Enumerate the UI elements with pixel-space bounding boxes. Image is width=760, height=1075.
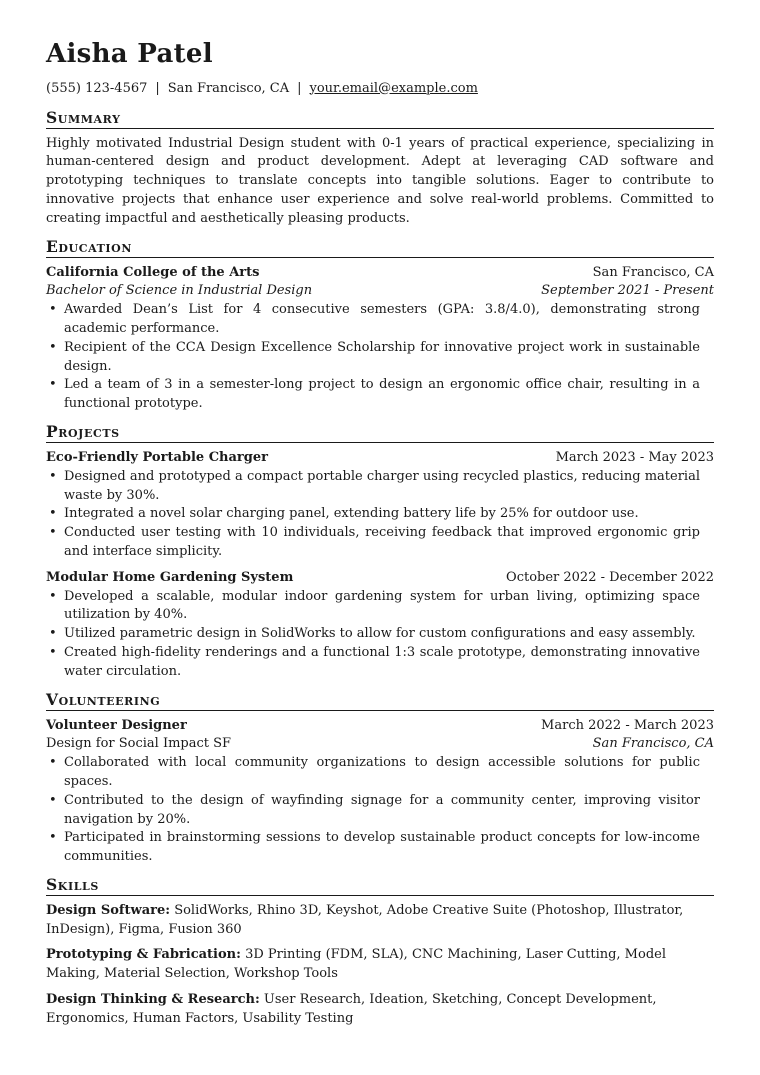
summary-section [46,108,714,229]
school-location: San Francisco, CA [592,264,714,280]
skill-label: Prototyping & Fabrication: [46,947,241,963]
list-item: • Developed a scalable, modular indoor gardening system for urban living, optimizing space utilization by 40%. [46,588,714,626]
skill-value: User Research, Ideation, Sketching, Concept Development, Ergonomics, Human Factors, Usability Testing [46,992,657,1026]
section-title-projects: Projects [46,422,714,443]
volunteer-location: San Francisco, CA [592,736,714,752]
list-item: • Collaborated with local community organizations to design accessible solutions for public spaces. [46,754,714,792]
section-title-education: Education [46,237,714,258]
list-item: • Led a team of 3 in a semester-long project to design an ergonomic office chair, resulting in a functional prototype. [46,376,714,414]
skill-label: Design Thinking & Research: [46,992,260,1008]
skills-section [46,875,714,1029]
volunteer-role: Volunteer Designer [46,717,187,733]
contact-line [46,80,714,98]
project-bullets [46,588,714,682]
section-title-volunteering: Volunteering [46,690,714,711]
skill-value: SolidWorks, Rhino 3D, Keyshot, Adobe Creative Suite (Photoshop, Illustrator, InDesign), Figma, Fusion 360 [46,902,684,937]
contact-separator: | [155,80,160,96]
list-item: • Integrated a novel solar charging panel, extending battery life by 25% for outdoor use. [46,505,714,524]
projects-section [46,422,714,682]
volunteer-bullets [46,754,714,867]
contact-separator: | [297,80,302,96]
project-name: Modular Home Gardening System [46,569,294,585]
volunteer-dates: March 2022 - March 2023 [541,717,714,733]
skill-value: 3D Printing (FDM, SLA), CNC Machining, Laser Cutting, Model Making, Material Selection, Workshop Tools [46,947,666,982]
education-bullets [46,301,714,414]
list-item: • Utilized parametric design in SolidWorks to allow for custom configurations and easy assembly. [46,625,714,644]
volunteering-section [46,690,714,867]
education-section [46,237,714,414]
location: San Francisco, CA [167,80,290,96]
section-title-summary: Summary [46,108,714,129]
project-dates: March 2023 - May 2023 [555,449,714,465]
education-dates: September 2021 - Present [541,283,714,299]
skill-line [46,946,714,984]
list-item: • Recipient of the CCA Design Excellence Scholarship for innovative project work in sustainable design. [46,339,714,377]
summary-text: Highly motivated Industrial Design student with 0-1 years of practical experience, specializing in human-centered design and product development. Adept at leveraging CAD software and prototyping techniques to translate concepts into tangible solutions. Eager to contribute to innovative projects that enhance user experience and solve real-world problems. Committed to creating impactful and aesthetically pleasing products. [46,135,714,226]
school-name: California College of the Arts [46,264,260,280]
project-dates: October 2022 - December 2022 [506,569,714,585]
candidate-name: Aisha Patel [46,39,213,69]
education-degree-row [46,282,714,301]
project-name: Eco-Friendly Portable Charger [46,449,268,465]
project-entry [46,569,714,682]
project-header-row [46,449,714,468]
education-header-row [46,264,714,283]
list-item: • Conducted user testing with 10 individuals, receiving feedback that improved ergonomic grip and interface simplicity. [46,524,714,562]
degree: Bachelor of Science in Industrial Design [46,283,313,299]
volunteer-org: Design for Social Impact SF [46,736,232,752]
volunteer-header-row [46,717,714,736]
project-header-row [46,569,714,588]
project-bullets [46,468,714,562]
email-link[interactable]: your.email@example.com [309,80,478,96]
list-item: • Created high-fidelity renderings and a functional 1:3 scale prototype, demonstrating innovative water circulation. [46,644,714,682]
list-item: • Awarded Dean’s List for 4 consecutive semesters (GPA: 3.8/4.0), demonstrating strong academic performance. [46,301,714,339]
list-item: • Designed and prototyped a compact portable charger using recycled plastics, reducing material waste by 30%. [46,468,714,506]
phone-number: (555) 123-4567 [46,80,148,96]
project-entry [46,449,714,562]
skill-line [46,902,714,940]
volunteer-org-row [46,735,714,754]
list-item: • Contributed to the design of wayfinding signage for a community center, improving visitor navigation by 20%. [46,792,714,830]
section-title-skills: Skills [46,875,714,896]
list-item: • Participated in brainstorming sessions to develop sustainable product concepts for low-income communities. [46,829,714,867]
skill-line [46,991,714,1029]
skill-label: Design Software: [46,902,171,918]
